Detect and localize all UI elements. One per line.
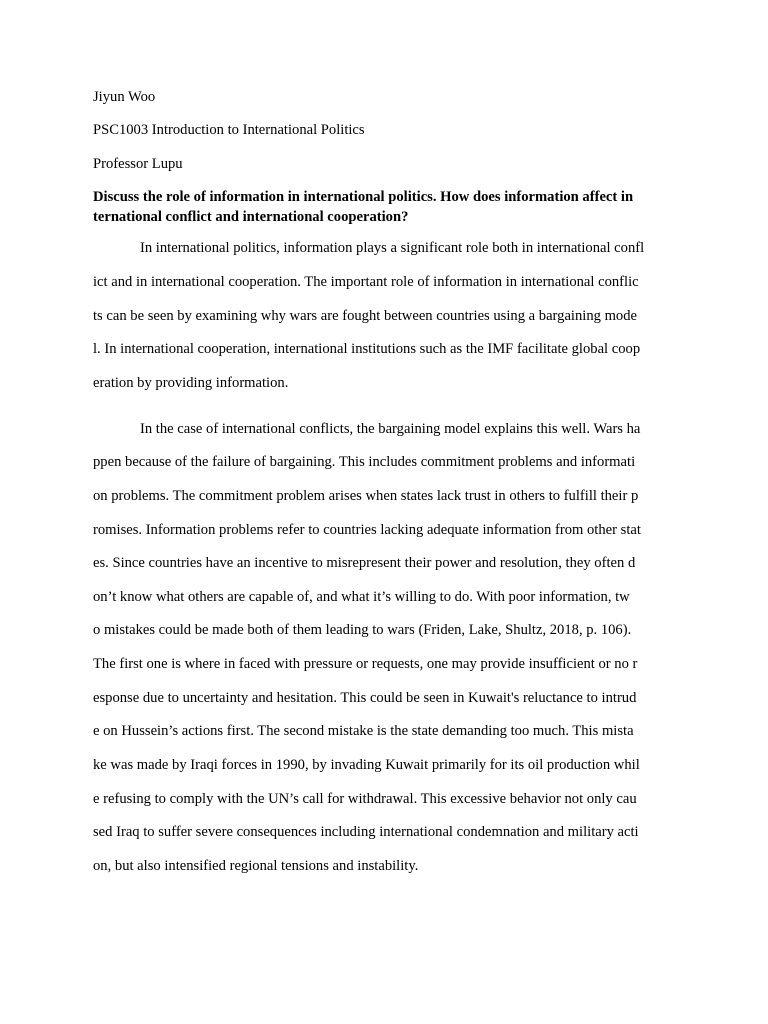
paragraph-line: ts can be seen by examining why wars are fought between countries using a bargaining mode (93, 308, 638, 324)
paragraph-line: ict and in international cooperation. The important role of information in international conflic (93, 274, 639, 290)
paragraph-line: e refusing to comply with the UN’s call for withdrawal. This excessive behavior not only cau (93, 791, 637, 807)
paragraph-line: on’t know what others are capable of, and what it’s willing to do. With poor information, tw (93, 589, 630, 605)
professor-name: Professor Lupu (93, 156, 183, 172)
paragraph-line: sed Iraq to suffer severe consequences including international condemnation and military acti (93, 824, 639, 840)
paragraph-line: on, but also intensified regional tensions and instability. (93, 858, 419, 874)
paragraph-line: on problems. The commitment problem arises when states lack trust in others to fulfill their p (93, 488, 639, 504)
paragraph-line: o mistakes could be made both of them leading to wars (Friden, Lake, Shultz, 2018, p. 106). (93, 622, 632, 638)
paragraph-line: In the case of international conflicts, the bargaining model explains this well. Wars ha (140, 421, 641, 437)
paragraph-line: In international politics, information plays a significant role both in international confl (140, 240, 645, 256)
course-title: PSC1003 Introduction to International Politics (93, 122, 365, 138)
paragraph-line: eration by providing information. (93, 375, 289, 391)
question-line: Discuss the role of information in international politics. How does information affect in (93, 189, 634, 205)
paragraph-line: esponse due to uncertainty and hesitation. This could be seen in Kuwait's reluctance to intrud (93, 690, 637, 706)
author-name: Jiyun Woo (93, 89, 156, 105)
paragraph-line: e on Hussein’s actions first. The second mistake is the state demanding too much. This mista (93, 723, 634, 739)
paragraph-line: ppen because of the failure of bargaining. This includes commitment problems and informati (93, 454, 636, 470)
paragraph-line: ke was made by Iraqi forces in 1990, by invading Kuwait primarily for its oil production whil (93, 757, 640, 773)
paragraph-line: The first one is where in faced with pressure or requests, one may provide insufficient or no r (93, 656, 638, 672)
paragraph-line: l. In international cooperation, international institutions such as the IMF facilitate global coop (93, 341, 641, 357)
question-line: ternational conflict and international cooperation? (93, 209, 409, 225)
paragraph-line: es. Since countries have an incentive to misrepresent their power and resolution, they often d (93, 555, 636, 571)
paragraph-line: romises. Information problems refer to countries lacking adequate information from other stat (93, 522, 641, 538)
